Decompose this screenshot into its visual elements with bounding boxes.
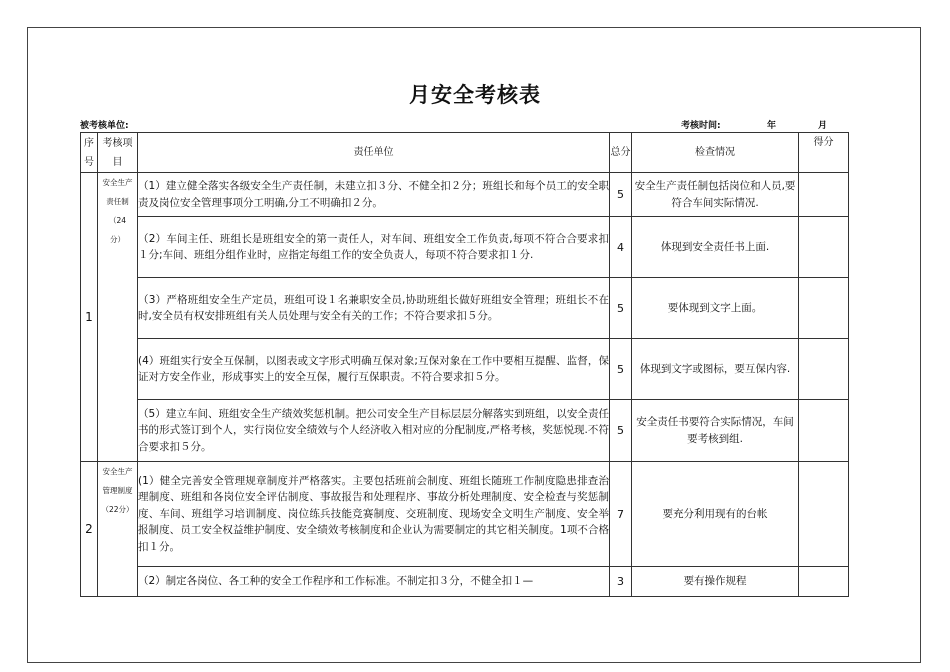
score-cell[interactable] (799, 567, 849, 597)
total-points: 5 (610, 339, 632, 400)
total-points: 3 (610, 567, 632, 597)
check-result: 安全责任书要符合实际情况，车间要考核到组. (632, 400, 799, 462)
header-row (81, 133, 849, 173)
total-points: 5 (610, 278, 632, 339)
section-number: 2 (81, 462, 98, 597)
score-cell[interactable] (799, 278, 849, 339)
header-check: 检查情况 (632, 133, 799, 173)
section-number: 1 (81, 173, 98, 462)
section-category: 安全生产 责任制 （24 分） (98, 173, 138, 462)
check-result: 安全生产责任制包括岗位和人员,要符合车间实际情况. (632, 173, 799, 217)
total-points: 7 (610, 462, 632, 567)
header-score: 得分 (799, 133, 849, 173)
item-text: （2）车间主任、班组长是班组安全的第一责任人，对车间、班组安全工作负责,每项不符合合要求扣１分;车间、班组分组作业时，应指定每组工作的安全负责人，每项不符合要求扣１分. (138, 217, 610, 278)
item-text: （5）建立车间、班组安全生产绩效奖惩机制。把公司安全生产目标层层分解落实到班组，以安全责任书的形式签订到个人，实行岗位安全绩效与个人经济收入相对应的分配制度,严格考核，奖惩悦现.不符合要求扣５分。 (138, 400, 610, 462)
item-text: (1）健全完善安全管理规章制度并严格落实。主要包括班前会制度、班组长随班工作制度隐患排查治理制度、班组和各岗位安全评估制度、事故报告和处理程序、事故分析处理制度、安全检查与奖惩制度、车间、班组学习培训制度、岗位练兵技能竞赛制度、交班制度、现场安全文明生产制度、安全举报制度、员工安全权益维护制度、安全绩效考核制度和企业认为需要制定的其它相关制度。1项不合格扣１分。 (138, 462, 610, 567)
table-row (81, 173, 849, 217)
check-result: 要有操作规程 (632, 567, 799, 597)
assessment-time-label: 考核时间: (681, 121, 721, 131)
assessed-unit-label: 被考核单位: (80, 121, 129, 131)
year-label: 年 (767, 121, 777, 131)
header-item: 考核项目 (98, 133, 138, 173)
score-cell[interactable] (799, 400, 849, 462)
score-cell[interactable] (799, 339, 849, 400)
check-result: 体现到安全责任书上面. (632, 217, 799, 278)
score-cell[interactable] (799, 462, 849, 567)
table-row (81, 567, 849, 597)
page-title: 月安全考核表 (409, 83, 541, 107)
section-category: 安全生产 管理制度 （22分） (98, 462, 138, 597)
total-points: 4 (610, 217, 632, 278)
table-row (81, 339, 849, 400)
table-row (81, 462, 849, 567)
header-seq: 序号 (81, 133, 98, 173)
score-cell[interactable] (799, 173, 849, 217)
total-points: 5 (610, 173, 632, 217)
assessment-table (80, 132, 849, 597)
header-responsibility: 责任单位 (138, 133, 610, 173)
month-label: 月 (818, 121, 828, 131)
check-result: 体现到文字或图标，要互保内容. (632, 339, 799, 400)
table-row (81, 217, 849, 278)
table-row (81, 278, 849, 339)
total-points: 5 (610, 400, 632, 462)
item-text: （2）制定各岗位、各工种的安全工作程序和工作标准。不制定扣３分，不健全扣１— (138, 567, 610, 597)
item-text: （1）建立健全落实各级安全生产责任制，未建立扣３分、不健全扣２分；班组长和每个员工的安全职责及岗位安全管理事项分工明确,分工不明确扣２分。 (138, 173, 610, 217)
check-result: 要充分利用现有的台帐 (632, 462, 799, 567)
table-row (81, 400, 849, 462)
header-total: 总分 (610, 133, 632, 173)
item-text: (4）班组实行安全互保制，以图表或文字形式明确互保对象;互保对象在工作中要相互提醒、监督，保证对方安全作业，形成事实上的安全互保，履行互保职责。不符合要求扣５分。 (138, 339, 610, 400)
item-text: （3）严格班组安全生产定员，班组可设１名兼职安全员,协助班组长做好班组安全管理；班组长不在时,安全员有权安排班组有关人员处理与安全有关的工作；不符合要求扣５分。 (138, 278, 610, 339)
check-result: 要体现到文字上面。 (632, 278, 799, 339)
score-cell[interactable] (799, 217, 849, 278)
